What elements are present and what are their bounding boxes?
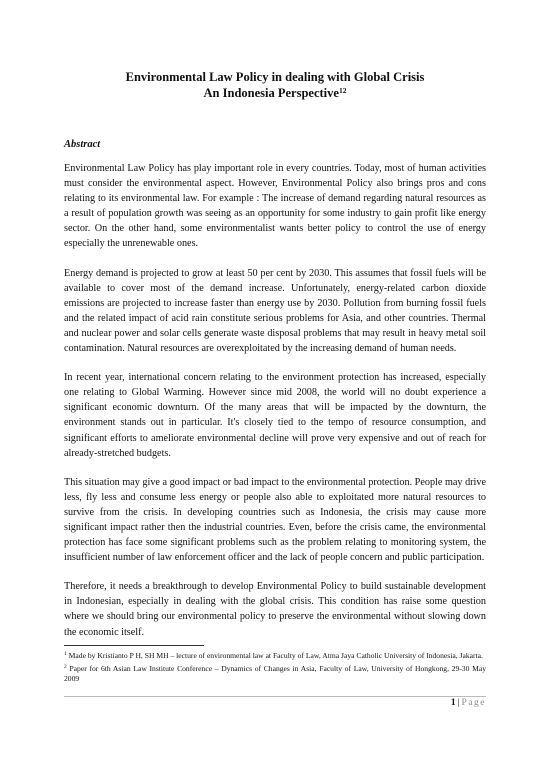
document-title [0,69,550,101]
footnote-separator [64,645,204,646]
title-line-2-text: An Indonesia Perspective [203,86,339,100]
footnote-2 [64,664,486,685]
footnote-1-mark: 1 [64,651,67,657]
paragraph-3: In recent year, international concern relating to the environment protection has increased, especially one relating to Global Warming. However since mid 2008, the world will no doubt experience a significant economic downturn. Of the many areas that will be impacted by the downturn, the environment stands out in particular. It's closely tied to the tempo of resource consumption, and significant efforts to ameliorate environmental decline will prove very expensive and out of reach for already-stretched budgets. [64,372,486,459]
paragraph-1: Environmental Law Policy has play important role in every countries. Today, most of human activities must consider the environmental aspect. However, Environmental Policy also brings pros and cons relating to its environmental law. For example : The increase of demand regarding natural resources as a result of population growth was seeing as an opportunity for some industry to gain profit like energy sector. On the other hand, some environmentalist wants better policy to control the use of energy especially the unrenewable ones. [64,163,486,250]
paragraph-4: This situation may give a good impact or bad impact to the environmental protection. People may drive less, fly less and consume less energy or people also able to exploitated more natural resources to survive from the crisis. In developing countries such as Indonesia, the crisis may cause more significant impact rather then the industrial countries. Even, before the crisis came, the environmental protection has face some significant problems such as the problem relating to monitoring system, the insufficient number of law enforcement officer and the lack of people concern and public participation. [64,476,486,564]
page-number-footer [451,698,486,708]
title-line-2 [0,85,550,101]
footnotes [64,651,486,687]
abstract-heading: Abstract [64,139,101,150]
footnote-1-text: Made by Kristianto P H, SH MH – lecture of environmental law at Faculty of Law, Atma Jaya Catholic University of Indonesia, Jakarta. [68,651,483,660]
footnote-2-text: Paper for 6th Asian Law Institute Conference – Dynamics of Changes in Asia, Faculty of Law, University of Hongkong, 29-30 May 2009 [64,663,486,683]
page-number: 1 [450,698,456,708]
paragraph-5: Therefore, it needs a breakthrough to develop Environmental Policy to build sustainable development in Indonesian, especially in dealing with the global crisis. This condition has raise some question where we should bring our environmental policy to preserve the environmental without slowing down the economic itself. [64,581,486,638]
footnote-1 [64,651,486,662]
page-label: Page [461,698,486,708]
title-footnote-refs: 12 [338,86,347,95]
footer-divider [64,696,486,697]
page-number-separator: | [457,698,460,708]
footnote-2-mark: 2 [64,663,67,670]
abstract-body [64,161,486,654]
paragraph-2: Energy demand is projected to grow at least 50 per cent by 2030. This assumes that fossil fuels will be available to cover most of the demand increase. Unfortunately, energy-related carbon dioxide emissions are projected to increase faster than energy use by 2030. Pollution from burning fossil fuels and the related impact of acid rain constitute serious problems for Asia, and other countries. Thermal and nuclear power and solar cells generate waste disposal problems that may result in heavy metal soil contamination. Natural resources are overexploitated by the increasing demand of human needs. [64,267,486,355]
title-line-1: Environmental Law Policy in dealing with Global Crisis [125,70,425,84]
